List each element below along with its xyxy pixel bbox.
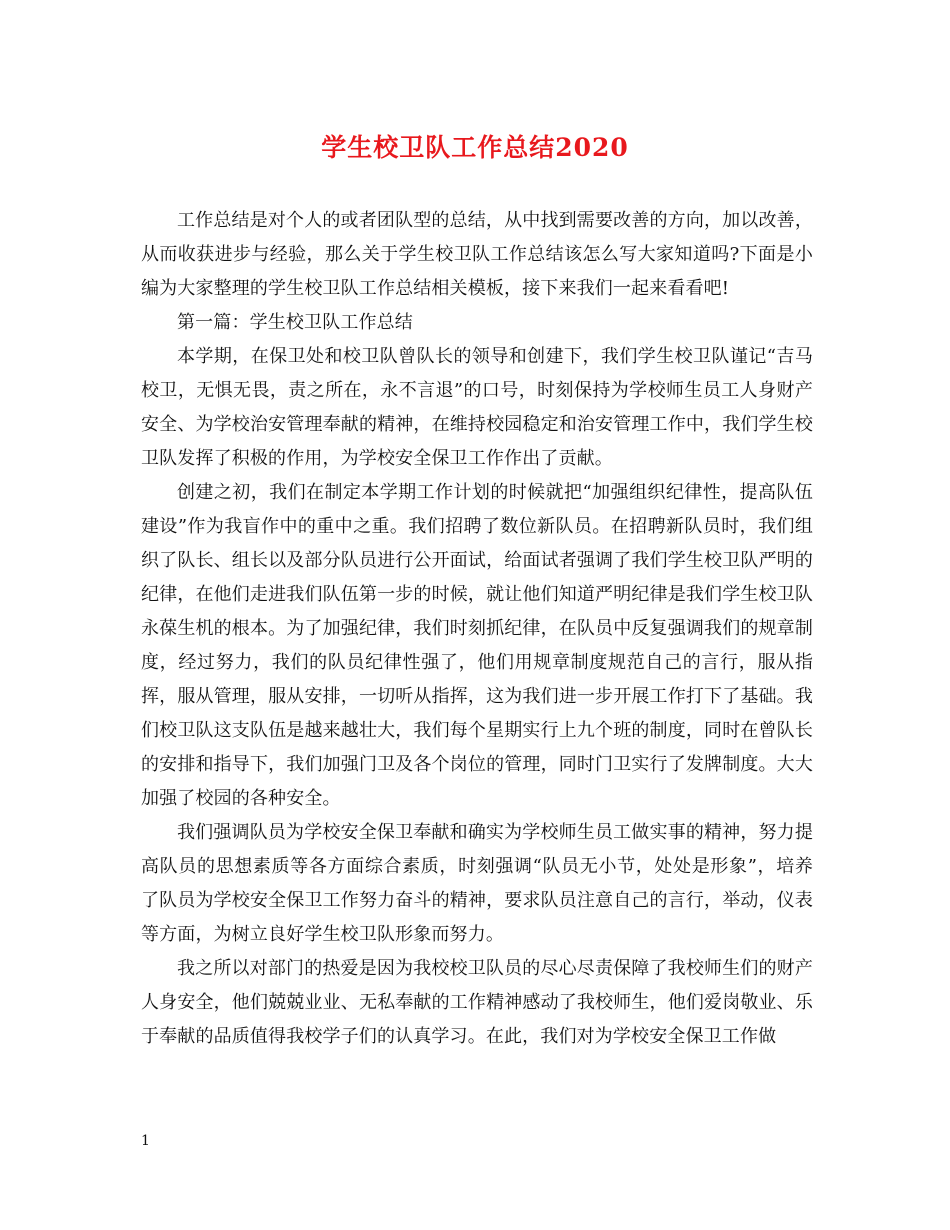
paragraph: 本学期，在保卫处和校卫队曾队长的领导和创建下，我们学生校卫队谨记“吉马校卫，无惧无畏，责之所在，永不言退”的口号，时刻保持为学校师生员工人身财产安全、为学校治安管理奉献的精神，在维持校园稳定和治安管理工作中，我们学生校卫队发挥了积极的作用，为学校安全保卫工作作出了贡献。 [141, 346, 813, 469]
paragraph: 我之所以对部门的热爱是因为我校校卫队员的尽心尽责保障了我校师生们的财产人身安全，他们兢兢业业、无私奉献的工作精神感动了我校师生，他们爱岗敬业、乐于奉献的品质值得我校学子们的认真学习。在此，我们对为学校安全保卫工作做 [141, 958, 813, 1047]
page-number: 1 [141, 1133, 150, 1149]
paragraph-intro: 工作总结是对个人的或者团队型的总结，从中找到需要改善的方向，加以改善，从而收获进步与经验，那么关于学生校卫队工作总结该怎么写大家知道吗?下面是小编为大家整理的学生校卫队工作总结相关模板，接下来我们一起来看看吧! [141, 210, 813, 299]
paragraph: 创建之初，我们在制定本学期工作计划的时候就把“加强组织纪律性，提高队伍建设”作为我盲作中的重中之重。我们招聘了数位新队员。在招聘新队员时，我们组织了队长、组长以及部分队员进行公开面试，给面试者强调了我们学生校卫队严明的纪律，在他们走进我们队伍第一步的时候，就让他们知道严明纪律是我们学生校卫队永葆生机的根本。为了加强纪律，我们时刻抓纪律，在队员中反复强调我们的规章制度，经过努力，我们的队员纪律性强了，他们用规章制度规范自己的言行，服从指挥，服从管理，服从安排，一切听从指挥，这为我们进一步开展工作打下了基础。我们校卫队这支队伍是越来越壮大，我们每个星期实行上九个班的制度，同时在曾队长的安排和指导下，我们加强门卫及各个岗位的管理，同时门卫实行了发牌制度。大大加强了校园的各种安全。 [141, 482, 813, 809]
document-title: 学生校卫队工作总结2020 [321, 133, 629, 162]
document-body [141, 204, 813, 1054]
section-heading: 第一篇：学生校卫队工作总结 [177, 312, 413, 333]
paragraph: 我们强调队员为学校安全保卫奉献和确实为学校师生员工做实事的精神，努力提高队员的思想素质等各方面综合素质，时刻强调“队员无小节，处处是形象”，培养了队员为学校安全保卫工作努力奋斗的精神，要求队员注意自己的言行，举动，仪表等方面，为树立良好学生校卫队形象而努力。 [141, 822, 813, 945]
